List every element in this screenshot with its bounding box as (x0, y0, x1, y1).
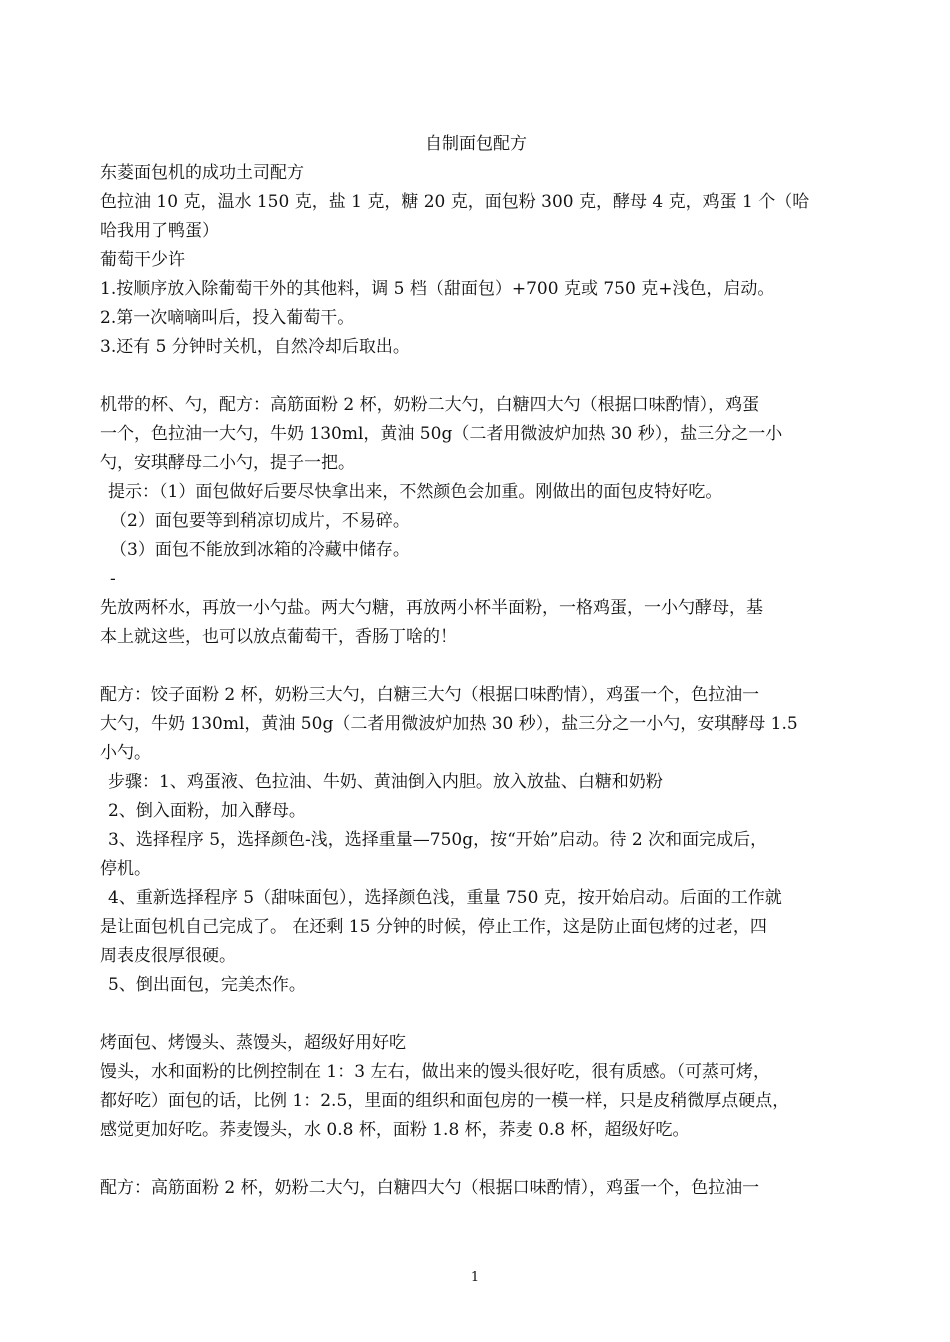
text-line: 烤面包、烤馒头、蒸馒头，超级好用好吃 (100, 1033, 406, 1053)
text-line: 本上就这些，也可以放点葡萄干，香肠丁啥的！ (100, 627, 457, 647)
text-line: 馒头，水和面粉的比例控制在 1：3 左右，做出来的馒头很好吃，很有质感。（可蒸可烤， (100, 1062, 770, 1082)
text-line: - (110, 569, 116, 589)
text-line: 东菱面包机的成功土司配方 (100, 163, 304, 183)
text-line: 先放两杯水，再放一小勺盐。两大勺糖，再放两小杯半面粉，一格鸡蛋，一小勺酵母，基 (100, 598, 763, 618)
text-line: 2、倒入面粉，加入酵母。 (108, 801, 306, 821)
document-title: 自制面包配方 (425, 134, 527, 154)
text-line: 感觉更加好吃。荞麦馒头，水 0.8 杯，面粉 1.8 杯，荞麦 0.8 杯，超级好吃。 (100, 1120, 690, 1140)
text-line: 勺，安琪酵母二小勺，提子一把。 (100, 453, 355, 473)
text-line: 周表皮很厚很硬。 (100, 946, 236, 966)
text-line: 3.还有 5 分钟时关机，自然冷却后取出。 (100, 337, 410, 357)
text-line: （2）面包要等到稍凉切成片，不易碎。 (110, 511, 410, 531)
text-line: 停机。 (100, 859, 151, 879)
text-line: 步骤：1、鸡蛋液、色拉油、牛奶、黄油倒入内胆。放入放盐、白糖和奶粉 (108, 772, 663, 792)
text-line: 都好吃）面包的话，比例 1：2.5，里面的组织和面包房的一模一样，只是皮稍微厚点硬点， (100, 1091, 790, 1111)
text-line: 哈我用了鸭蛋） (100, 221, 219, 241)
text-line: 配方：高筋面粉 2 杯，奶粉二大勺，白糖四大勺（根据口味酌情），鸡蛋一个，色拉油一 (100, 1178, 760, 1198)
text-line: 色拉油 10 克，温水 150 克，盐 1 克，糖 20 克，面包粉 300 克，酵母 4 克，鸡蛋 1 个（哈 (100, 192, 810, 212)
text-line: （3）面包不能放到冰箱的冷藏中储存。 (110, 540, 410, 560)
text-line: 机带的杯、勺，配方：高筋面粉 2 杯，奶粉二大勺，白糖四大勺（根据口味酌情），鸡蛋 (100, 395, 760, 415)
text-line: 葡萄干少许 (100, 250, 185, 270)
text-line: 3、选择程序 5，选择颜色-浅，选择重量—750g，按“开始”启动。待 2 次和面完成后， (108, 830, 768, 850)
page-number: 1 (470, 1270, 480, 1285)
text-line: 2.第一次嘀嘀叫后，投入葡萄干。 (100, 308, 355, 328)
text-line: 5、倒出面包，完美杰作。 (108, 975, 306, 995)
text-line: 1.按顺序放入除葡萄干外的其他料，调 5 档（甜面包）+700 克或 750 克+浅色，启动。 (100, 279, 775, 299)
text-line: 提示：（1）面包做好后要尽快拿出来，不然颜色会加重。刚做出的面包皮特好吃。 (108, 482, 723, 502)
text-line: 4、重新选择程序 5（甜味面包），选择颜色浅，重量 750 克，按开始启动。后面的工作就 (108, 888, 782, 908)
text-line: 小勺。 (100, 743, 151, 763)
text-line: 配方：饺子面粉 2 杯，奶粉三大勺，白糖三大勺（根据口味酌情），鸡蛋一个，色拉油一 (100, 685, 760, 705)
text-line: 是让面包机自己完成了。 在还剩 15 分钟的时候，停止工作，这是防止面包烤的过老，四 (100, 917, 767, 937)
text-line: 一个，色拉油一大勺，牛奶 130ml，黄油 50g（二者用微波炉加热 30 秒），盐三分之一小 (100, 424, 783, 444)
text-line: 大勺，牛奶 130ml，黄油 50g（二者用微波炉加热 30 秒），盐三分之一小勺，安琪酵母 1.5 (100, 714, 798, 734)
